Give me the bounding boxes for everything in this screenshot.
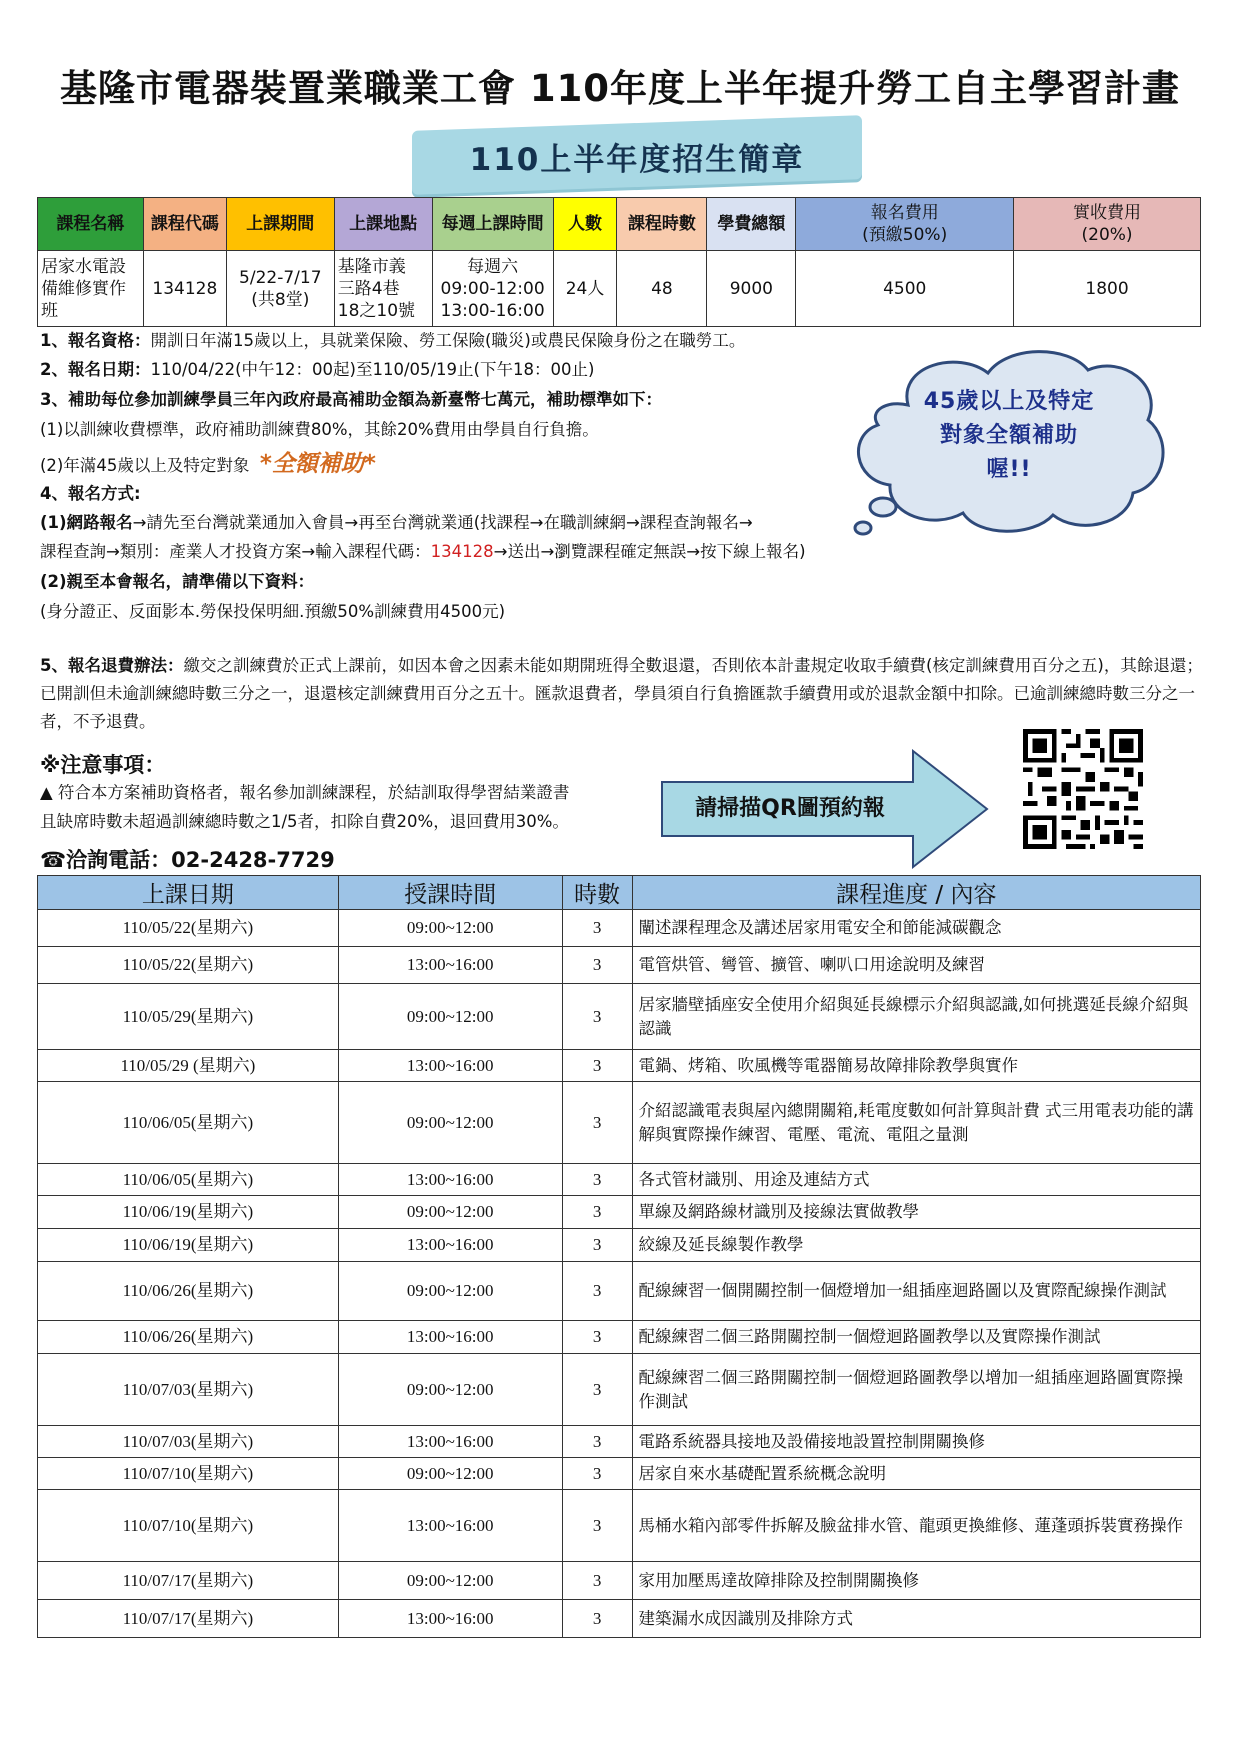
schedule-time: 09:00~12:00: [338, 1354, 562, 1426]
refund-policy: [40, 652, 1206, 736]
actual-fee-cell: 1800: [1014, 251, 1201, 327]
schedule-hours: 3: [562, 1426, 632, 1458]
schedule-date: 110/07/17(星期六): [38, 1600, 339, 1638]
schedule-date: 110/07/03(星期六): [38, 1354, 339, 1426]
location-line: 18之10號: [337, 300, 416, 321]
schedule-content: 闡述課程理念及講述居家用電安全和節能減碳觀念: [632, 910, 1200, 947]
signup-fee-cell: 4500: [796, 251, 1014, 327]
schedule-content: 配線練習二個三路開關控制一個燈迴路圖教學以增加一組插座迴路圖實際操作測試: [632, 1354, 1200, 1426]
full-subsidy-line: [40, 453, 376, 477]
schedule-hours: 3: [562, 984, 632, 1050]
header-tuition: 學費總額: [707, 198, 796, 251]
header-actual-fee: [1014, 198, 1201, 251]
schedule-content: 各式管材識別、用途及連結方式: [632, 1164, 1200, 1196]
schedule-row: [38, 1050, 1201, 1082]
schedule-hours: 3: [562, 910, 632, 947]
qr-code-image[interactable]: [1023, 729, 1143, 849]
schedule-date: 110/05/22(星期六): [38, 947, 339, 984]
eligibility-line: [40, 330, 745, 352]
header-weekly-time: 每週上課時間: [432, 198, 553, 251]
schedule-date: 110/07/10(星期六): [38, 1458, 339, 1490]
schedule-row: [38, 1458, 1201, 1490]
location-line: 基隆市義: [337, 256, 406, 277]
location-cell: [334, 251, 432, 327]
schedule-content: 電管烘管、彎管、擴管、喇叭口用途說明及練習: [632, 947, 1200, 984]
schedule-time: 09:00~12:00: [338, 910, 562, 947]
schedule-hours: 3: [562, 1600, 632, 1638]
schedule-time: 13:00~16:00: [338, 1164, 562, 1196]
header-course-name: 課程名稱: [38, 198, 144, 251]
weekday-line: 每週六: [467, 256, 519, 277]
tuition-cell: 9000: [707, 251, 796, 327]
notes-title: ※注意事項：: [40, 753, 166, 777]
schedule-date: 110/06/05(星期六): [38, 1164, 339, 1196]
schedule-content: 馬桶水箱內部零件拆解及臉盆排水管、龍頭更換維修、蓮蓬頭拆裝實務操作: [632, 1490, 1200, 1562]
subsidy-standard-line: (1)以訓練收費標準，政府補助訓練費80%，其餘20%費用由學員自行負擔。: [40, 420, 599, 439]
header-people: 人數: [553, 198, 617, 251]
signup-date-label: 2、報名日期：: [40, 360, 151, 379]
cloud-callout-text: [868, 385, 1150, 487]
notes-line-1: ▲ 符合本方案補助資格者，報名參加訓練課程，於結訓取得學習結業證書: [40, 783, 570, 802]
course-name-cell: [38, 251, 144, 327]
schedule-content: 配線練習二個三路開關控制一個燈迴路圖教學以及實際操作測試: [632, 1321, 1200, 1354]
page-title: 基隆市電器裝置業職業工會 110年度上半年提升勞工自主學習計畫: [59, 67, 1181, 110]
signup-fee-note: (預繳50%): [862, 225, 948, 245]
schedule-content: 建築漏水成因識別及排除方式: [632, 1600, 1200, 1638]
signup-fee-label: 報名費用: [870, 203, 939, 223]
signup-date-line: [40, 359, 594, 381]
banner-title: 110上半年度招生簡章: [469, 142, 805, 178]
qr-prompt-text: 請掃描QR圖預約報: [695, 796, 885, 821]
schedule-time: 13:00~16:00: [338, 1490, 562, 1562]
schedule-hours: 3: [562, 1196, 632, 1229]
notes-line-2: 且缺席時數未超過訓練總時數之1/5者，扣除自費20%，退回費用30%。: [40, 812, 569, 831]
cloud-line: 45歲以上及特定: [923, 389, 1095, 414]
schedule-time: 09:00~12:00: [338, 1562, 562, 1600]
schedule-hours: 3: [562, 1321, 632, 1354]
header-location: 上課地點: [334, 198, 432, 251]
schedule-header-time: 授課時間: [338, 876, 562, 910]
subsidy-heading: 3、補助每位參加訓練學員三年內政府最高補助金額為新臺幣七萬元，補助標準如下：: [40, 390, 662, 409]
schedule-date: 110/07/03(星期六): [38, 1426, 339, 1458]
schedule-date: 110/06/05(星期六): [38, 1082, 339, 1164]
schedule-row: [38, 1490, 1201, 1562]
time-line: 13:00-16:00: [440, 300, 545, 321]
header-hours: 課程時數: [617, 198, 707, 251]
hours-cell: 48: [617, 251, 707, 327]
schedule-hours: 3: [562, 1050, 632, 1082]
course-name-line: 居家水電設: [41, 256, 126, 277]
online-signup-text-a: 課程查詢→類別：產業人才投資方案→輸入課程代碼：: [40, 542, 431, 561]
schedule-row: [38, 1262, 1201, 1321]
schedule-row: [38, 947, 1201, 984]
schedule-header-row: [38, 876, 1201, 910]
course-header-row: [38, 198, 1201, 251]
online-signup-label: (1)網路報名: [40, 513, 133, 532]
course-code-cell: 134128: [143, 251, 226, 327]
schedule-date: 110/06/26(星期六): [38, 1321, 339, 1354]
schedule-header-hours: 時數: [562, 876, 632, 910]
schedule-date: 110/05/29(星期六): [38, 984, 339, 1050]
schedule-content: 家用加壓馬達故障排除及控制開關換修: [632, 1562, 1200, 1600]
schedule-row: [38, 1354, 1201, 1426]
contact-phone: ☎洽詢電話：02-2428-7729: [40, 848, 335, 872]
schedule-content: 電鍋、烤箱、吹風機等電器簡易故障排除教學與實作: [632, 1050, 1200, 1082]
schedule-time: 13:00~16:00: [338, 1600, 562, 1638]
online-signup-line: [40, 512, 753, 534]
schedule-content: 配線練習一個開關控制一個燈增加一組插座迴路圖以及實際配線操作測試: [632, 1262, 1200, 1321]
schedule-row: [38, 1600, 1201, 1638]
schedule-content: 電路系統器具接地及設備接地設置控制開關換修: [632, 1426, 1200, 1458]
time-line: 09:00-12:00: [440, 278, 545, 299]
schedule-date: 110/05/29 (星期六): [38, 1050, 339, 1082]
schedule-time: 13:00~16:00: [338, 1229, 562, 1262]
course-code-highlight: 134128: [430, 542, 494, 561]
schedule-date: 110/06/26(星期六): [38, 1262, 339, 1321]
schedule-content: 居家牆壁插座安全使用介紹與延長線標示介紹與認識,如何挑選延長線介紹與認識: [632, 984, 1200, 1050]
schedule-content: 絞線及延長線製作教學: [632, 1229, 1200, 1262]
course-data-row: [38, 251, 1201, 327]
schedule-date: 110/07/17(星期六): [38, 1562, 339, 1600]
schedule-row: [38, 1321, 1201, 1354]
schedule-row: [38, 1082, 1201, 1164]
schedule-hours: 3: [562, 1082, 632, 1164]
eligibility-label: 1、報名資格：: [40, 331, 151, 350]
schedule-row: [38, 910, 1201, 947]
actual-fee-label: 實收費用: [1073, 203, 1142, 223]
course-name-line: 備維修實作: [41, 278, 126, 299]
schedule-row: [38, 1562, 1201, 1600]
schedule-hours: 3: [562, 947, 632, 984]
schedule-hours: 3: [562, 1354, 632, 1426]
schedule-date: 110/07/10(星期六): [38, 1490, 339, 1562]
schedule-hours: 3: [562, 1262, 632, 1321]
signup-date-text: 110/04/22(中午12：00起)至110/05/19止(下午18：00止): [150, 360, 595, 379]
in-person-documents-line: (身分證正、反面影本.勞保投保明細.預繳50%訓練費用4500元): [40, 602, 506, 621]
online-signup-line-2: [40, 541, 806, 563]
schedule-time: 09:00~12:00: [338, 1458, 562, 1490]
header-period: 上課期間: [226, 198, 334, 251]
refund-label: 5、報名退費辦法：: [40, 656, 184, 675]
online-signup-text-b: →送出→瀏覽課程確定無誤→按下線上報名): [493, 542, 806, 561]
online-signup-text: →請先至台灣就業通加入會員→再至台灣就業通(找課程→在職訓練網→課程查詢報名→: [132, 513, 753, 532]
schedule-hours: 3: [562, 1164, 632, 1196]
schedule-row: [38, 984, 1201, 1050]
period-cell: [226, 251, 334, 327]
schedule-time: 13:00~16:00: [338, 947, 562, 984]
schedule-hours: 3: [562, 1490, 632, 1562]
schedule-time: 13:00~16:00: [338, 1050, 562, 1082]
schedule-header-content: 課程進度 / 內容: [632, 876, 1200, 910]
course-summary-table: [37, 197, 1201, 327]
schedule-row: [38, 1164, 1201, 1196]
header-signup-fee: [796, 198, 1014, 251]
schedule-content: 單線及網路線材識別及接線法實做教學: [632, 1196, 1200, 1229]
schedule-hours: 3: [562, 1562, 632, 1600]
full-subsidy-highlight: *全額補助*: [259, 451, 376, 477]
header-course-code: 課程代碼: [143, 198, 226, 251]
schedule-time: 13:00~16:00: [338, 1426, 562, 1458]
schedule-date: 110/06/19(星期六): [38, 1196, 339, 1229]
schedule-time: 09:00~12:00: [338, 1262, 562, 1321]
signup-method-heading: 4、報名方式:: [40, 484, 141, 503]
in-person-signup-heading: (2)親至本會報名，請準備以下資料：: [40, 572, 315, 591]
schedule-time: 09:00~12:00: [338, 1082, 562, 1164]
refund-text: 繳交之訓練費於正式上課前，如因本會之因素未能如期開班得全數退還，否則依本計畫規定收取手續費(核定訓練費用百分之五)，其餘退還；已開訓但未逾訓練總時數三分之一，退還核定訓練費用百分之五十。匯款退費者，學員須自行負擔匯款手續費用或於退款金額中扣除。已逾訓練總時數三分之一者，不予退費。: [40, 656, 1203, 731]
schedule-time: 13:00~16:00: [338, 1321, 562, 1354]
weekly-time-cell: [432, 251, 553, 327]
people-cell: 24人: [553, 251, 617, 327]
schedule-row: [38, 1426, 1201, 1458]
eligibility-text: 開訓日年滿15歲以上，具就業保險、勞工保險(職災)或農民保險身份之在職勞工。: [150, 331, 746, 350]
full-subsidy-text: (2)年滿45歲以上及特定對象: [40, 456, 250, 475]
cloud-line: 對象全額補助: [939, 423, 1078, 448]
schedule-hours: 3: [562, 1229, 632, 1262]
schedule-hours: 3: [562, 1458, 632, 1490]
course-name-line: 班: [41, 300, 58, 321]
location-line: 三路4巷: [337, 278, 400, 299]
period-line: 5/22-7/17: [239, 267, 322, 288]
schedule-header-date: 上課日期: [38, 876, 339, 910]
schedule-table: [37, 875, 1201, 1638]
schedule-row: [38, 1196, 1201, 1229]
schedule-content: 介紹認識電表與屋內總開關箱,耗電度數如何計算與計費 式三用電表功能的講解與實際操作練習、電壓、電流、電阻之量測: [632, 1082, 1200, 1164]
schedule-time: 09:00~12:00: [338, 1196, 562, 1229]
cloud-line: 喔!!: [986, 457, 1032, 482]
period-line: (共8堂): [251, 289, 310, 310]
schedule-row: [38, 1229, 1201, 1262]
schedule-date: 110/05/22(星期六): [38, 910, 339, 947]
schedule-content: 居家自來水基礎配置系統概念說明: [632, 1458, 1200, 1490]
actual-fee-note: (20%): [1081, 225, 1133, 245]
schedule-date: 110/06/19(星期六): [38, 1229, 339, 1262]
schedule-time: 09:00~12:00: [338, 984, 562, 1050]
